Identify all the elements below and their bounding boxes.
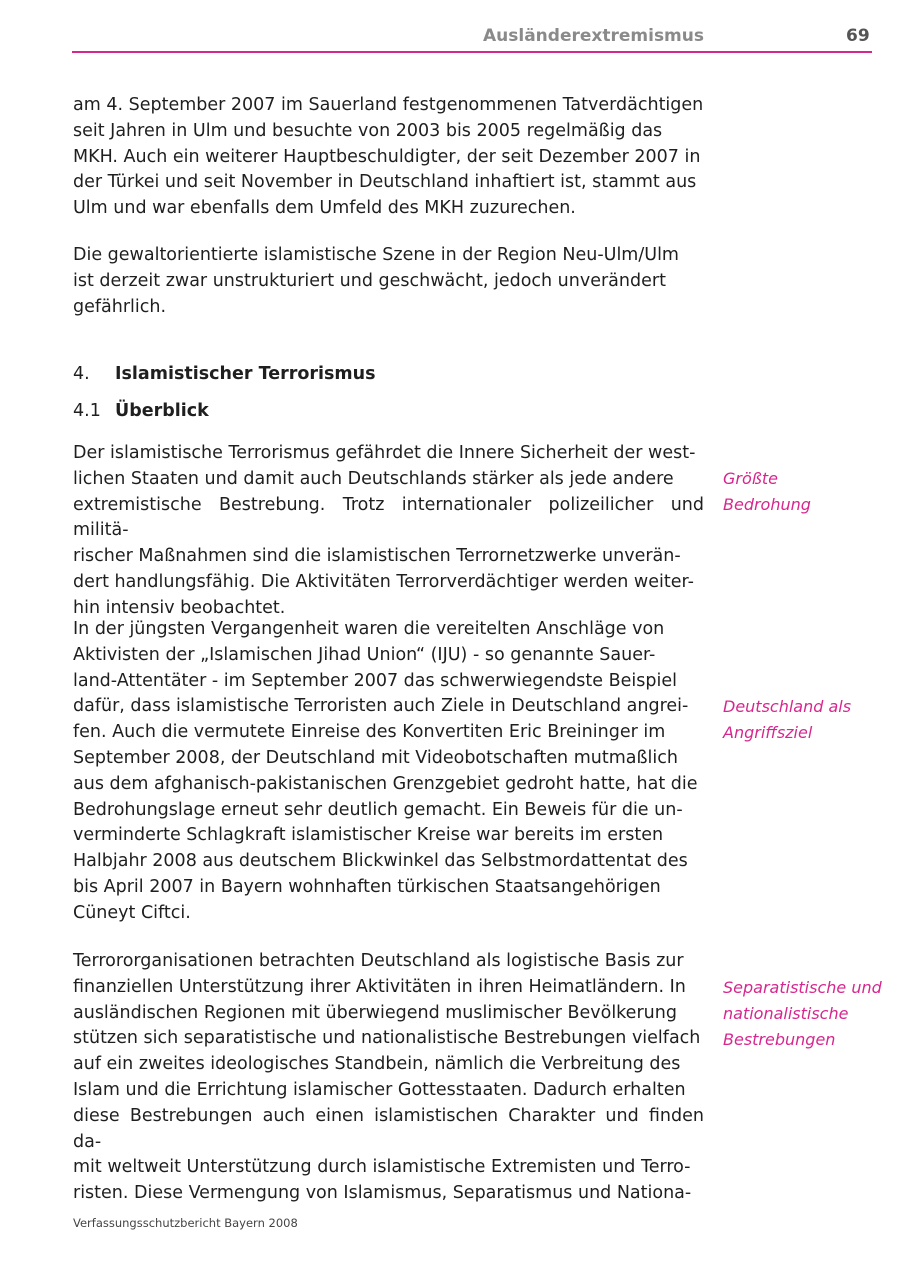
header-divider bbox=[72, 51, 872, 53]
section-heading bbox=[73, 364, 376, 384]
body-paragraph-5: Terrororganisationen betrachten Deutschland als logistische Basis zur finanziellen Unterstützung ihrer Aktivitäten in ihren Heimatländern. In ausländischen Regionen mit überwiegend muslimischer Bevölkerung stützen sich separatistische und nationalistische Bestrebungen vielfach auf ein zweites ideologisches Standbein, nämlich die Verbreitung des Islam und die Errichtung islamischer Gottesstaaten. Dadurch erhalten diese Bestrebungen auch einen islamistischen Charakter und finden da- mit weltweit Unterstützung durch islamistische Extremisten und Terro- risten. Diese Vermengung von Islamismus, Separatismus und Nationa- bbox=[73, 951, 704, 1204]
section-title: Islamistischer Terrorismus bbox=[115, 364, 376, 384]
running-header-title: Ausländerextremismus bbox=[483, 26, 704, 46]
subsection-heading bbox=[73, 401, 209, 421]
body-paragraph-1: am 4. September 2007 im Sauerland festgenommenen Tatverdächtigen seit Jahren in Ulm und besuchte von 2003 bis 2005 regelmäßig das MKH. Auch ein weiterer Hauptbeschuldigter, der seit Dezember 2007 in der Türkei und seit November in Deutschland inhaftiert ist, stammt aus Ulm und war ebenfalls dem Umfeld des MKH zuzurechen. bbox=[73, 95, 704, 219]
body-paragraph-4: In der jüngsten Vergangenheit waren die vereitelten Anschläge von Aktivisten der „Islamischen Jihad Union“ (IJU) - so genannte Sauer- land-Attentäter - im September 2007 das schwerwiegendste Beispiel dafür, dass islamistische Terroristen auch Ziele in Deutschland angrei- fen. Auch die vermutete Einreise des Konvertiten Eric Breininger im September 2008, der Deutschland mit Videobotschaften mutmaßlich aus dem afghanisch-pakistanischen Grenzgebiet gedroht hatte, hat die Bedrohungslage erneut sehr deutlich gemacht. Ein Beweis für die un- verminderte Schlagkraft islamistischer Kreise war bereits im ersten Halbjahr 2008 aus deutschem Blickwinkel das Selbstmordattentat des bis April 2007 in Bayern wohnhaften türkischen Staatsangehörigen Cüneyt Ciftci. bbox=[73, 619, 698, 923]
body-paragraph-3: Der islamistische Terrorismus gefährdet die Innere Sicherheit der west- lichen Staaten und damit auch Deutschlands stärker als jede andere extremistische Bestrebung. Trotz internationaler polizeilicher und militä- rischer Maßnahmen sind die islamistischen Terrornetzwerke unverän- dert handlungsfähig. Die Aktivitäten Terrorverdächtiger werden weiter- hin intensiv beobachtet. bbox=[73, 443, 704, 618]
margin-note-1: Größte Bedrohung bbox=[723, 469, 811, 514]
margin-note-3: Separatistische und nationalistische Bestrebungen bbox=[723, 978, 882, 1049]
subsection-title: Überblick bbox=[115, 401, 209, 421]
margin-note-2: Deutschland als Angriffsziel bbox=[723, 697, 852, 742]
page-footer: Verfassungsschutzbericht Bayern 2008 bbox=[73, 1216, 298, 1230]
section-number: 4. bbox=[73, 364, 90, 384]
body-paragraph-2: Die gewaltorientierte islamistische Szene in der Region Neu-Ulm/Ulm ist derzeit zwar unstrukturiert und geschwächt, jedoch unverändert gefährlich. bbox=[73, 245, 679, 317]
page-number: 69 bbox=[846, 26, 870, 46]
subsection-number: 4.1 bbox=[73, 401, 101, 421]
